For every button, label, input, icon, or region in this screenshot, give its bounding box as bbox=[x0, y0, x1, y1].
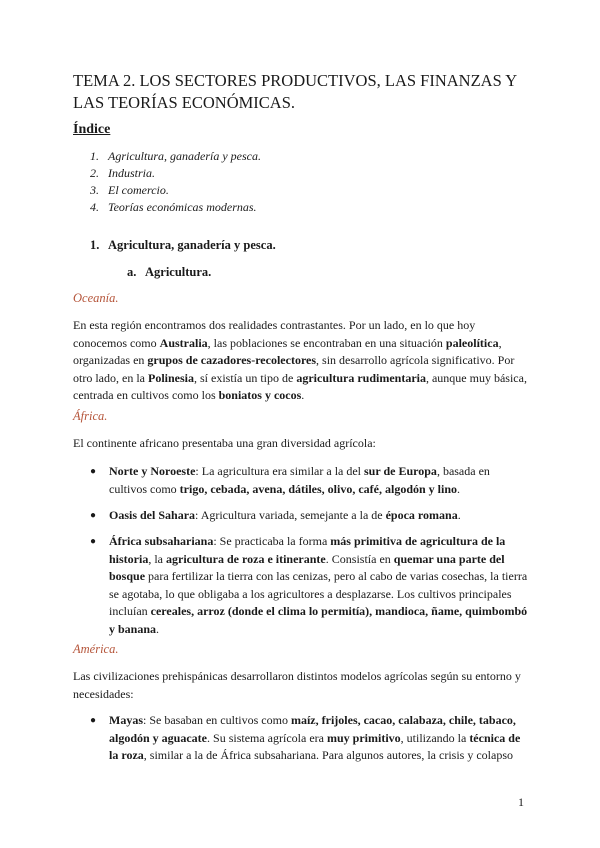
bullet-icon: ● bbox=[90, 536, 97, 547]
text-run: : Se practicaba la forma bbox=[213, 534, 331, 548]
list-item bbox=[90, 533, 530, 638]
text-run: , basada en cultivos como bbox=[109, 464, 490, 496]
bullet-icon: ● bbox=[90, 510, 97, 521]
toc-label: Industria. bbox=[108, 166, 156, 180]
text-run: para fertilizar la tierra con las cenizas, pero al cabo de varias cosechas, la tierra se agotaba, lo que obligaba a los agricultores a desplazarse. Los cultivos principales incluían bbox=[109, 569, 528, 618]
bold-run: agricultura de roza e itinerante bbox=[166, 551, 326, 566]
text-run: . Consistía en bbox=[325, 551, 394, 566]
oceania-heading: Oceanía. bbox=[73, 291, 119, 305]
bold-run: más primitiva de agricultura de la historia bbox=[109, 534, 506, 566]
text-run: : La agricultura era similar a la del bbox=[195, 464, 365, 478]
bullet-icon: ● bbox=[90, 466, 97, 477]
bold-run: Oasis del Sahara bbox=[109, 508, 196, 522]
bold-run: trigo, cebada, avena, dátiles, olivo, café, algodón y lino bbox=[179, 481, 458, 496]
text-run: , aunque muy básica, centrada en cultivos como los bbox=[73, 370, 527, 402]
text-run: , similar a la de África subsahariana. Para algunos autores, la crisis y colapso bbox=[143, 748, 513, 762]
text-run: , la bbox=[148, 551, 167, 566]
list-item bbox=[90, 507, 530, 525]
bold-run: época romana bbox=[385, 508, 458, 522]
bold-run: Norte y Noroeste bbox=[109, 464, 196, 478]
bold-run: África subsahariana bbox=[109, 534, 214, 548]
bold-run: boniatos y cocos bbox=[218, 388, 302, 402]
section-heading bbox=[90, 238, 276, 253]
list-item bbox=[90, 712, 530, 765]
toc-item[interactable] bbox=[90, 182, 261, 199]
toc-number: 2. bbox=[90, 166, 99, 180]
text-run: , organizadas en bbox=[73, 335, 502, 367]
section-label: Agricultura, ganadería y pesca. bbox=[108, 238, 276, 252]
bold-run: Polinesia bbox=[147, 370, 194, 385]
bold-run: muy primitivo bbox=[326, 730, 401, 745]
toc-label: Teorías económicas modernas. bbox=[108, 200, 257, 214]
subsection-number: a. bbox=[127, 265, 137, 279]
bold-run: Australia bbox=[159, 335, 208, 350]
bullet-icon: ● bbox=[90, 715, 97, 726]
subsection-heading bbox=[127, 265, 211, 280]
toc-item[interactable] bbox=[90, 199, 261, 216]
document-title: TEMA 2. LOS SECTORES PRODUCTIVOS, LAS FINANZAS Y LAS TEORÍAS ECONÓMICAS. bbox=[73, 71, 517, 112]
bold-run: quemar una parte del bosque bbox=[109, 551, 505, 583]
text-run: , las poblaciones se encontraban en una situación bbox=[207, 335, 446, 350]
section-number: 1. bbox=[90, 238, 100, 252]
bold-run: sur de Europa bbox=[364, 464, 437, 478]
toc-label: El comercio. bbox=[108, 183, 169, 197]
america-heading: América. bbox=[73, 642, 119, 656]
bold-run: Mayas bbox=[109, 713, 143, 727]
africa-intro: El continente africano presentaba una gran diversidad agrícola: bbox=[73, 436, 376, 450]
table-of-contents bbox=[90, 148, 261, 216]
toc-item[interactable] bbox=[90, 148, 261, 165]
text-run: . bbox=[301, 388, 305, 402]
bold-run: grupos de cazadores-recolectores bbox=[147, 353, 317, 367]
bold-run: paleolítica bbox=[445, 335, 499, 350]
toc-item[interactable] bbox=[90, 165, 261, 182]
text-run: , sí existía un tipo de bbox=[194, 370, 297, 385]
toc-label: Agricultura, ganadería y pesca. bbox=[108, 149, 261, 163]
bold-run: agricultura rudimentaria bbox=[296, 370, 426, 385]
text-run: , sin desarrollo agrícola significativo. Por otro lado, en la bbox=[73, 353, 515, 385]
page-number: 1 bbox=[518, 795, 524, 809]
america-intro: Las civilizaciones prehispánicas desarrollaron distintos modelos agrícolas según su entorno y necesidades: bbox=[73, 669, 521, 701]
text-run: : Agricultura variada, semejante a la de bbox=[195, 508, 386, 522]
text-run: : Se basaban en cultivos como bbox=[143, 713, 291, 727]
bold-run: maíz, frijoles, cacao, calabaza, chile, tabaco, algodón y aguacate bbox=[109, 713, 516, 745]
text-run: . bbox=[156, 621, 160, 636]
bold-run: técnica de la roza bbox=[109, 730, 521, 762]
subsection-label: Agricultura. bbox=[145, 265, 212, 279]
toc-number: 3. bbox=[90, 183, 99, 197]
text-run: . bbox=[457, 508, 461, 522]
oceania-paragraph bbox=[73, 317, 530, 405]
africa-heading: África. bbox=[73, 409, 108, 423]
list-item bbox=[90, 463, 530, 498]
bold-run: cereales, arroz (donde el clima lo permitía), mandioca, ñame, quimbombó y banana bbox=[109, 604, 528, 636]
toc-number: 1. bbox=[90, 149, 99, 163]
text-run: . Su sistema agrícola era bbox=[207, 730, 327, 745]
text-run: En esta región encontramos dos realidades contrastantes. Por un lado, en lo que hoy conocemos como bbox=[73, 318, 476, 350]
toc-number: 4. bbox=[90, 200, 99, 214]
index-heading: Índice bbox=[73, 122, 111, 137]
text-run: . bbox=[457, 481, 461, 496]
text-run: , utilizando la bbox=[400, 730, 470, 745]
